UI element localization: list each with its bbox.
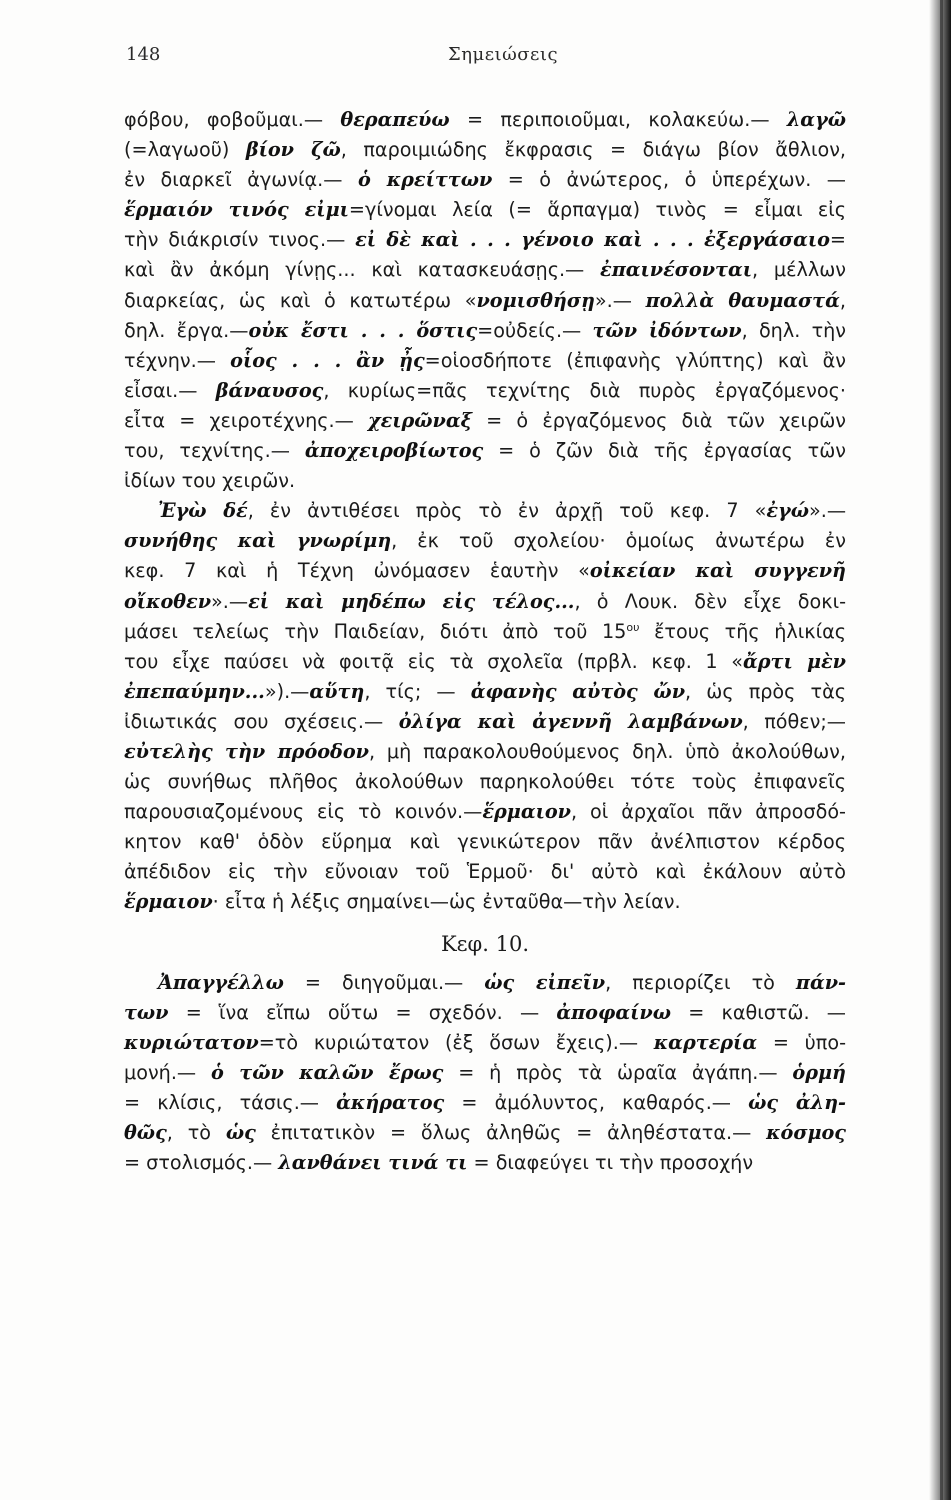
lemma-term: των: [124, 1000, 169, 1024]
text-line: των = ἵνα εἴπω οὕτω = σχεδόν. — ἀποφαίνω = καθιστῶ. —: [124, 1000, 846, 1024]
text-line: ἕρμαιόν τινός εἰμι=γίνομαι λεία (= ἅρπαγμα) τινὸς = εἶμαι εἰς: [124, 198, 846, 222]
running-title: Σημειώσεις: [448, 44, 559, 65]
text-line: εὐτελὴς τὴν πρόοδον, μὴ παρακολουθούμενος δηλ. ὑπὸ ἀκολούθων,: [124, 739, 846, 763]
page-header: [126, 44, 846, 74]
text-line: μονή.— ὁ τῶν καλῶν ἔρως = ἡ πρὸς τὰ ὡραῖα ἀγάπη.— ὁρμή: [124, 1060, 846, 1084]
lemma-term: βάναυσος: [215, 378, 324, 402]
text-line: οἴκοθεν».—εἰ καὶ μηδέπω εἰς τέλος..., ὁ Λουκ. δὲν εἶχε δοκι-: [124, 589, 846, 613]
text-line: ἕρμαιον· εἶτα ἡ λέξις σημαίνει—ὡς ἐνταῦθα—τὴν λείαν.: [124, 890, 681, 914]
text-line: ἀπέδιδον εἰς τὴν εὔνοιαν τοῦ Ἑρμοῦ· δι' αὐτὸ καὶ ἐκάλουν αὐτὸ: [124, 860, 846, 884]
text-line: εἶσαι.— βάναυσος, κυρίως=πᾶς τεχνίτης διὰ πυρὸς ἐργαζόμενος·: [124, 378, 846, 402]
text-line: συνήθης καὶ γνωρίμη, ἐκ τοῦ σχολείου· ὁμοίως ἀνωτέρω ἐν: [124, 529, 846, 553]
lemma-term: ὡς ἀλη-: [748, 1091, 846, 1114]
lemma-term: τῶν ἰδόντων: [592, 318, 742, 342]
lemma-term: ἐγώ: [766, 499, 809, 523]
chapter-notes-section: [124, 968, 846, 1179]
lemma-term: ὁ τῶν καλῶν ἔρως: [211, 1060, 444, 1084]
lemma-term: ἀποφαίνω: [556, 1000, 671, 1024]
lemma-term: ὡς εἰπεῖν: [484, 970, 606, 994]
lemma-term: Ἀπαγγέλλω: [158, 970, 284, 994]
lemma-term: ἀποχειροβίωτος: [304, 439, 484, 463]
text-line: τὴν διάκρισίν τινος.— εἰ δὲ καὶ . . . γένοιο καὶ . . . ἐξεργάσαιο=: [124, 228, 846, 252]
text-line: του εἶχε παύσει νὰ φοιτᾷ εἰς τὰ σχολεῖα (πρβλ. κεφ. 1 «ἄρτι μὲν: [124, 649, 846, 673]
lemma-term: συνήθης καὶ γνωρίμη: [124, 529, 392, 553]
lemma-term: θῶς: [124, 1121, 167, 1145]
text-line: διαρκείας, ὡς καὶ ὁ κατωτέρω «νομισθήσῃ».— πολλὰ θαυμαστά,: [124, 288, 846, 312]
lemma-term: θεραπεύω: [340, 108, 450, 131]
lemma-term: ἕρμαιον: [124, 890, 213, 914]
lemma-term: νομισθήσῃ: [476, 288, 595, 312]
text-line: εἶτα = χειροτέχνης.— χειρῶναξ = ὁ ἐργαζόμενος διὰ τῶν χειρῶν: [124, 408, 846, 432]
lemma-term: ὡς: [225, 1121, 256, 1145]
text-line: Ἐγὼ δέ, ἐν ἀντιθέσει πρὸς τὸ ἐν ἀρχῇ τοῦ κεφ. 7 «ἐγώ».—: [158, 499, 847, 523]
text-line: = κλίσις, τάσις.— ἀκήρατος = ἀμόλυντος, καθαρός.— ὡς ἀλη-: [124, 1091, 846, 1114]
lemma-term: ἐπεπαύμην...: [124, 679, 265, 703]
text-line: παρουσιαζομένους εἰς τὸ κοινόν.—ἕρμαιον, οἱ ἀρχαῖοι πᾶν ἀπροσδό-: [124, 800, 846, 824]
lemma-term: ὀλίγα καὶ ἀγεννῆ λαμβάνων: [398, 709, 743, 733]
lemma-term: κόσμος: [766, 1121, 846, 1145]
lemma-term: αὕτη: [309, 679, 365, 703]
text-line: ἰδίων του χειρῶν.: [124, 469, 296, 493]
lemma-term: ὁ κρείττων: [357, 168, 493, 192]
lemma-term: ὁρμή: [792, 1060, 846, 1084]
lemma-term: λαγῶ: [786, 108, 846, 131]
lemma-term: ἕρμαιον: [482, 800, 571, 824]
lemma-term: εἰ δὲ καὶ . . . γένοιο καὶ . . . ἐξεργάσαιο: [355, 228, 830, 252]
lemma-term: ἐπαινέσονται: [600, 258, 753, 282]
chapter-heading: Κεφ. 10.: [440, 931, 530, 956]
text-line: κεφ. 7 καὶ ἡ Τέχνη ὠνόμασεν ἑαυτὴν «οἰκείαν καὶ συγγενῆ: [124, 559, 846, 583]
lemma-term: καρτερία: [653, 1030, 758, 1054]
lemma-term: βίον ζῶ: [245, 138, 341, 162]
lemma-term: χειρῶναξ: [367, 408, 472, 432]
notes-text-block: [124, 105, 846, 1178]
lemma-term: πάν-: [795, 970, 846, 994]
lemma-term: πολλὰ θαυμαστά: [645, 288, 840, 312]
text-line: Ἀπαγγέλλω = διηγοῦμαι.— ὡς εἰπεῖν, περιορίζει τὸ πάν-: [158, 970, 846, 994]
text-line: μάσει τελείως τὴν Παιδείαν, διότι ἀπὸ τοῦ $15^{o\upsilon}$ ἔτους τῆς ἡλικίας: [124, 619, 846, 643]
lemma-term: εὐτελὴς τὴν πρόοδον: [124, 739, 369, 763]
text-line: κυριώτατον=τὸ κυριώτατον (ἐξ ὅσων ἔχεις).— καρτερία = ὑπο-: [124, 1030, 846, 1054]
text-line: φόβου, φοβοῦμαι.— θεραπεύω = περιποιοῦμαι, κολακεύω.— λαγῶ: [124, 108, 846, 131]
text-line: κητον καθ' ὁδὸν εὕρημα καὶ γενικώτερον πᾶν ἀνέλπιστον κέρδος: [124, 830, 846, 854]
text-line: του, τεχνίτης.— ἀποχειροβίωτος = ὁ ζῶν διὰ τῆς ἐργασίας τῶν: [124, 439, 846, 463]
lemma-term: εἰ καὶ μηδέπω εἰς τέλος...: [248, 589, 575, 613]
lemma-term: ἕρμαιόν τινός εἰμι: [124, 198, 349, 222]
text-line: ἰδιωτικάς σου σχέσεις.— ὀλίγα καὶ ἀγεννῆ λαμβάνων, πόθεν;—: [124, 709, 846, 733]
text-line: ὡς συνήθως πλῆθος ἀκολούθων παρηκολούθει τότε τοὺς ἐπιφανεῖς: [124, 770, 846, 794]
lemma-term: οὐκ ἔστι . . . ὅστις: [248, 318, 478, 342]
lemma-term: οἴκοθεν: [124, 589, 212, 613]
lemma-term: ἀκήρατος: [336, 1091, 445, 1114]
text-line: τέχνην.— οἷος . . . ἂν ᾖς=οἱοσδήποτε (ἐπιφανὴς γλύπτης) καὶ ἂν: [124, 348, 846, 372]
lemma-term: ἄρτι μὲν: [743, 649, 846, 673]
text-line: ἐν διαρκεῖ ἀγωνίᾳ.— ὁ κρείττων = ὁ ἀνώτερος, ὁ ὑπερέχων. —: [124, 168, 846, 192]
text-line: (=λαγωοῦ) βίον ζῶ, παροιμιώδης ἔκφρασις = διάγω βίον ἄθλιον,: [124, 138, 847, 162]
text-line: = στολισμός.— λανθάνει τινά τι = διαφεύγει τι τὴν προσοχήν: [124, 1151, 754, 1175]
lemma-term: οἷος . . . ἂν ᾖς: [230, 348, 425, 372]
text-line: θῶς, τὸ ὡς ἐπιτατικὸν = ὅλως ἀληθῶς = ἀληθέστατα.— κόσμος: [124, 1121, 846, 1145]
page-edge-line: [940, 0, 943, 1500]
lemma-term: οἰκείαν καὶ συγγενῆ: [589, 559, 846, 583]
lemma-term: Ἐγὼ δέ: [158, 499, 248, 523]
lemma-term: λανθάνει τινά τι: [278, 1151, 468, 1175]
lemma-term: κυριώτατον: [124, 1030, 259, 1054]
lemma-term: ἀφανὴς αὐτὸς ὤν: [470, 679, 686, 703]
text-line: ἐπεπαύμην...»).—αὕτη, τίς; — ἀφανὴς αὐτὸς ὤν, ὡς πρὸς τὰς: [124, 679, 847, 703]
page-number: 148: [126, 44, 161, 65]
notes-section: [124, 105, 846, 918]
text-line: δηλ. ἔργα.—οὐκ ἔστι . . . ὅστις=οὐδείς.— τῶν ἰδόντων, δηλ. τὴν: [124, 318, 847, 342]
text-line: καὶ ἂν ἀκόμη γίνῃς... καὶ κατασκευάσῃς.— ἐπαινέσονται, μέλλων: [124, 258, 846, 282]
superscript: ου: [626, 620, 640, 634]
